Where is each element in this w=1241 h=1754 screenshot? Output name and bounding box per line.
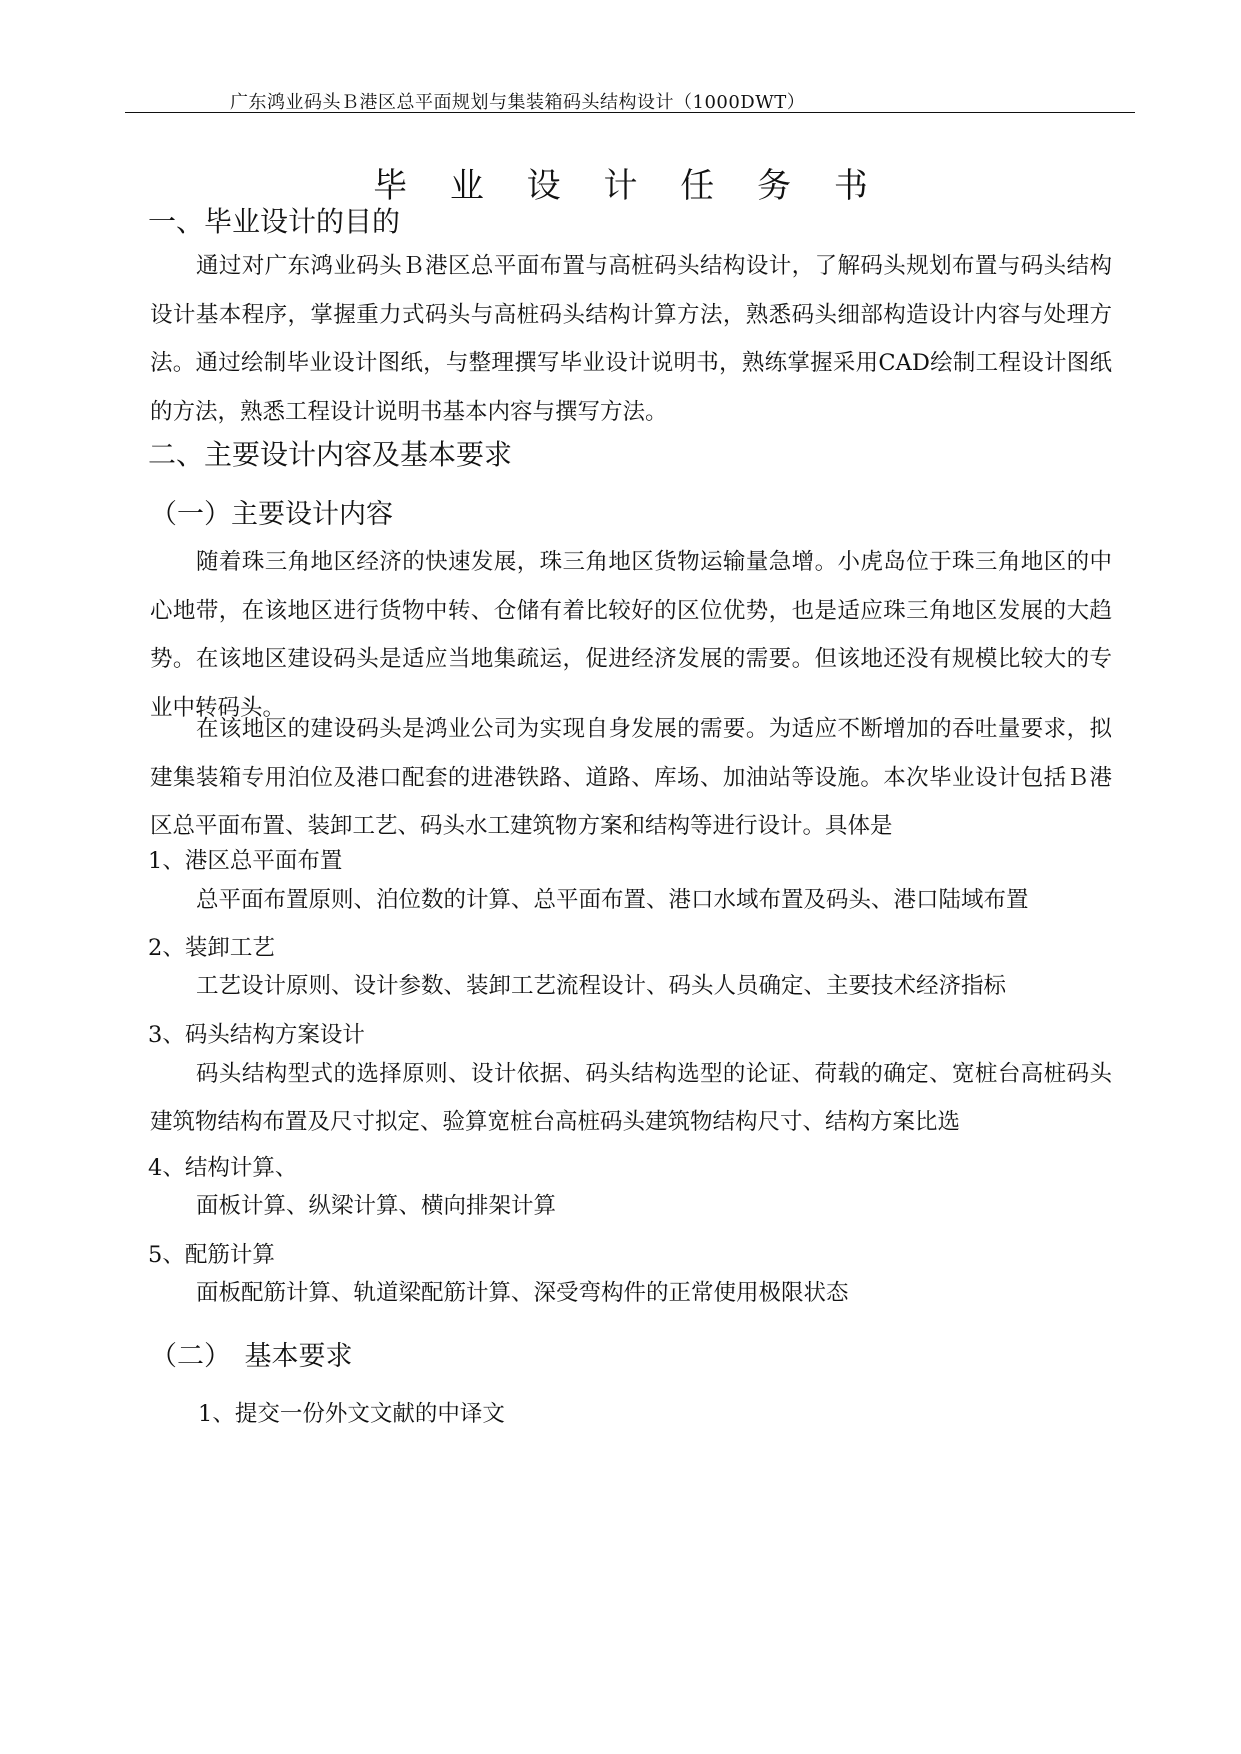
subsection-heading-design-content: （一）主要设计内容 (150, 499, 393, 530)
subsection-heading-requirements: （二） 基本要求 (150, 1341, 353, 1372)
item-desc-structural-calc: 面板计算、纵梁计算、横向排架计算 (196, 1193, 557, 1219)
purpose-paragraph: 通过对广东鸿业码头Ｂ港区总平面布置与高桩码头结构设计，了解码头规划布置与码头结构设计基本程序，掌握重力式码头与高桩码头结构计算方法，熟悉码头细部构造设计内容与处理方法。通过绘制毕业设计图纸，与整理撰写毕业设计说明书，熟练掌握采用CAD绘制工程设计图纸的方法，熟悉工程设计说明书基本内容与撰写方法。 (150, 253, 1112, 425)
item-desc-handling: 工艺设计原则、设计参数、装卸工艺流程设计、码头人员确定、主要技术经济指标 (196, 973, 1007, 999)
item-label-layout: 1、港区总平面布置 (148, 848, 343, 874)
item-label-handling: 2、装卸工艺 (148, 935, 275, 961)
section-heading-purpose: 一、毕业设计的目的 (148, 205, 401, 238)
item-label-structure-scheme: 3、码头结构方案设计 (148, 1022, 365, 1048)
item-desc-reinforcement: 面板配筋计算、轨道梁配筋计算、深受弯构件的正常使用极限状态 (196, 1280, 849, 1306)
requirement-item: 1、提交一份外文文献的中译文 (198, 1401, 505, 1427)
item-desc-structure-scheme: 码头结构型式的选择原则、设计依据、码头结构选型的论证、荷载的确定、宽桩台高桩码头建筑物结构布置及尺寸拟定、验算宽桩台高桩码头建筑物结构尺寸、结构方案比选 (150, 1061, 1112, 1135)
item-label-reinforcement: 5、配筋计算 (148, 1242, 275, 1268)
running-header: 广东鸿业码头Ｂ港区总平面规划与集装箱码头结构设计（1000DWT） (230, 92, 806, 113)
document-title: 毕 业 设 计 任 务 书 (373, 166, 884, 206)
section-heading-content: 二、主要设计内容及基本要求 (148, 438, 513, 471)
background-paragraph: 随着珠三角地区经济的快速发展，珠三角地区货物运输量急增。小虎岛位于珠三角地区的中心地带，在该地区进行货物中转、仓储有着比较好的区位优势，也是适应珠三角地区发展的大趋势。在该地区建设码头是适应当地集疏运，促进经济发展的需要。但该地还没有规模比较大的专业中转码头。 (150, 549, 1112, 721)
scope-paragraph: 在该地区的建设码头是鸿业公司为实现自身发展的需要。为适应不断增加的吞吐量要求，拟建集装箱专用泊位及港口配套的进港铁路、道路、库场、加油站等设施。本次毕业设计包括Ｂ港区总平面布置、装卸工艺、码头水工建筑物方案和结构等进行设计。具体是 (150, 716, 1112, 840)
item-label-structural-calc: 4、结构计算、 (148, 1155, 298, 1181)
item-desc-layout: 总平面布置原则、泊位数的计算、总平面布置、港口水域布置及码头、港口陆域布置 (196, 887, 1029, 913)
header-rule (125, 112, 1135, 113)
